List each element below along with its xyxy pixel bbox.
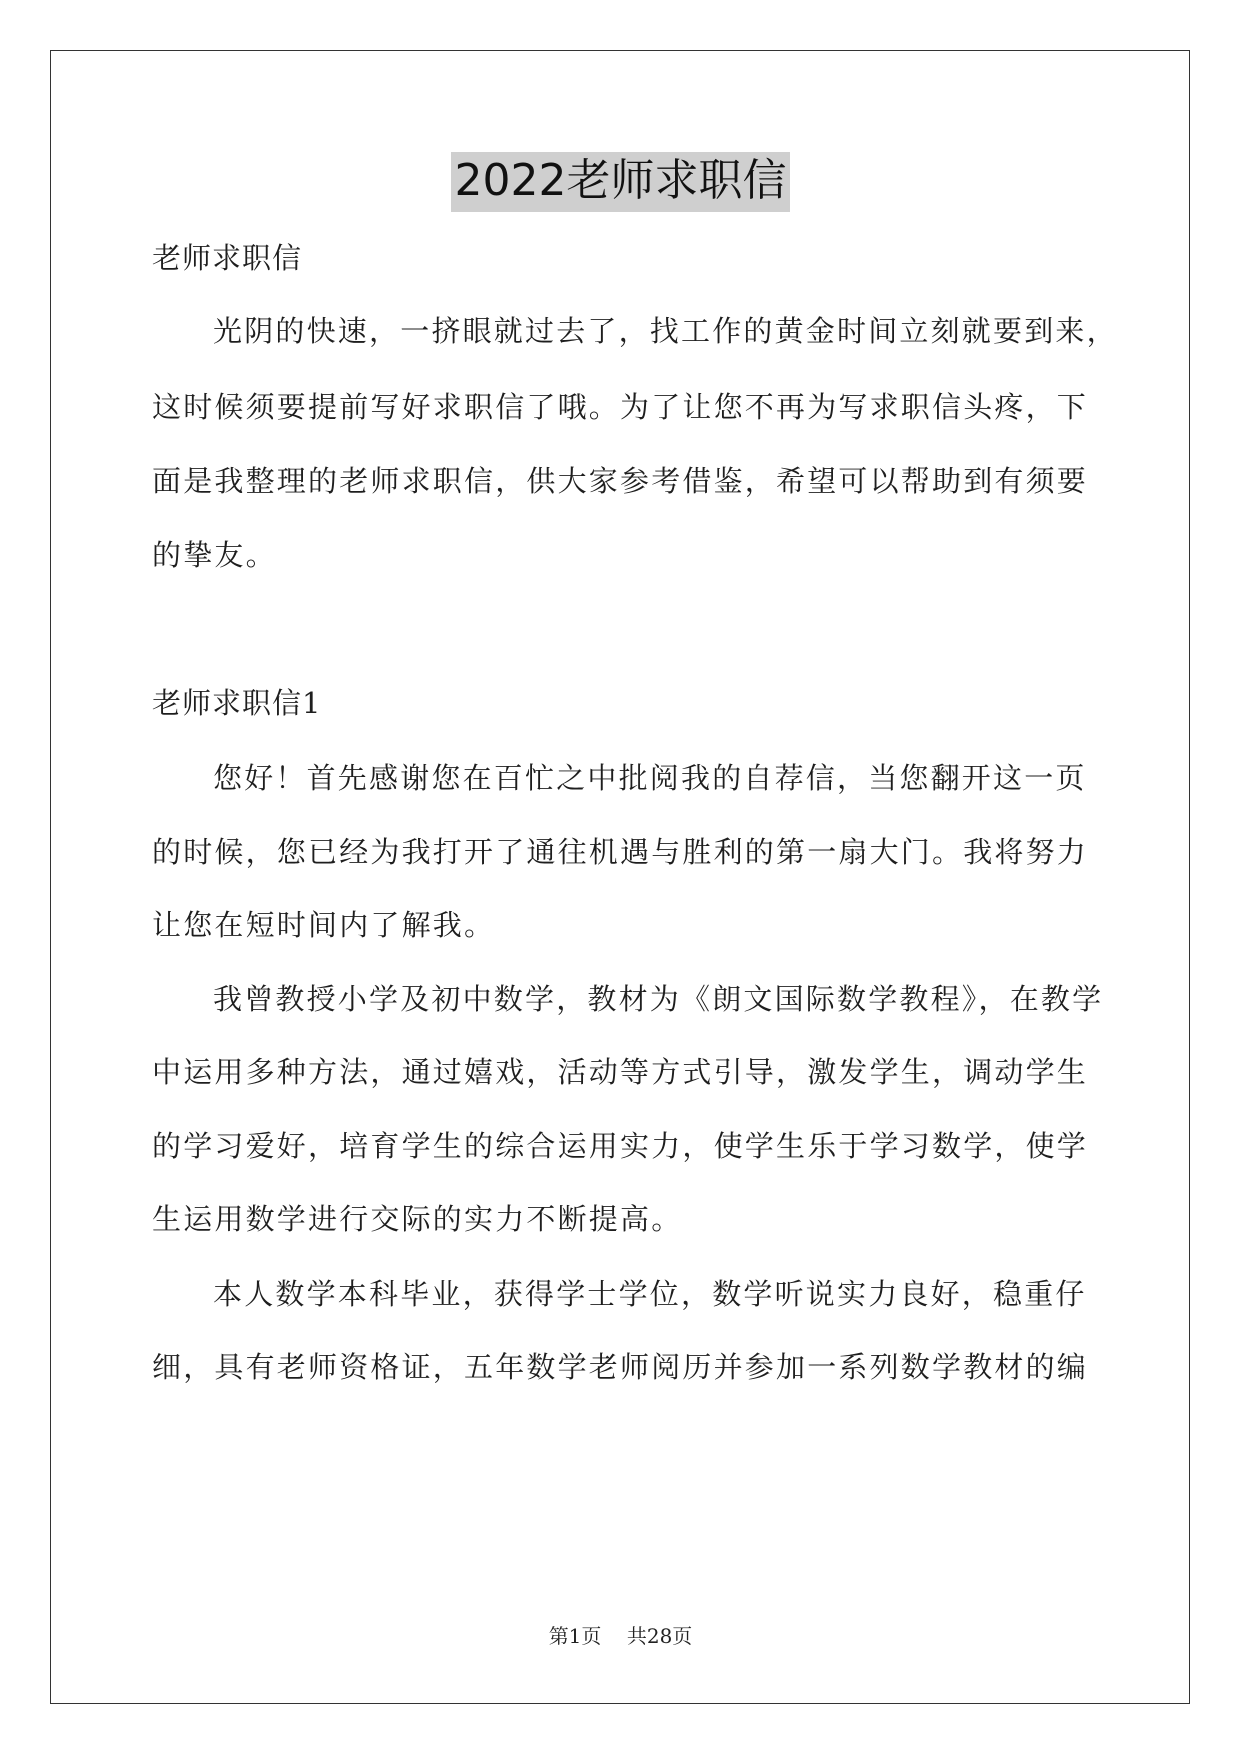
para3-line-2: 细，具有老师资格证，五年数学老师阅历并参加一系列数学教材的编 <box>152 1350 1089 1384</box>
section-heading: 老师求职信1 <box>152 686 322 720</box>
intro-line-3: 面是我整理的老师求职信，供大家参考借鉴，希望可以帮助到有须要 <box>152 464 1089 498</box>
para1-line-3: 让您在短时间内了解我。 <box>152 908 496 942</box>
para2-line-4: 生运用数学进行交际的实力不断提高。 <box>152 1202 683 1236</box>
para1-line-1: 您好！首先感谢您在百忙之中批阅我的自荐信，当您翻开这一页 <box>213 761 1087 795</box>
subtitle: 老师求职信 <box>152 241 303 275</box>
para2-line-1: 我曾教授小学及初中数学，教材为《朗文国际数学教程》，在教学 <box>213 982 1104 1016</box>
para2-line-3: 的学习爱好，培育学生的综合运用实力，使学生乐于学习数学，使学 <box>152 1129 1089 1163</box>
page-number-footer: 第1页 共28页 <box>548 1624 693 1648</box>
intro-line-1: 光阴的快速，一挤眼就过去了，找工作的黄金时间立刻就要到来， <box>213 314 1118 348</box>
para2-line-2: 中运用多种方法，通过嬉戏，活动等方式引导，激发学生，调动学生 <box>152 1055 1089 1089</box>
document-title: 2022老师求职信 <box>451 152 791 212</box>
title-container <box>0 152 1241 212</box>
para1-line-2: 的时候，您已经为我打开了通往机遇与胜利的第一扇大门。我将努力 <box>152 835 1089 869</box>
intro-line-2: 这时候须要提前写好求职信了哦。为了让您不再为写求职信头疼，下 <box>152 390 1089 424</box>
page-border <box>50 50 1190 1704</box>
para3-line-1: 本人数学本科毕业，获得学士学位，数学听说实力良好，稳重仔 <box>213 1277 1087 1311</box>
intro-line-4: 的挚友。 <box>152 538 277 572</box>
